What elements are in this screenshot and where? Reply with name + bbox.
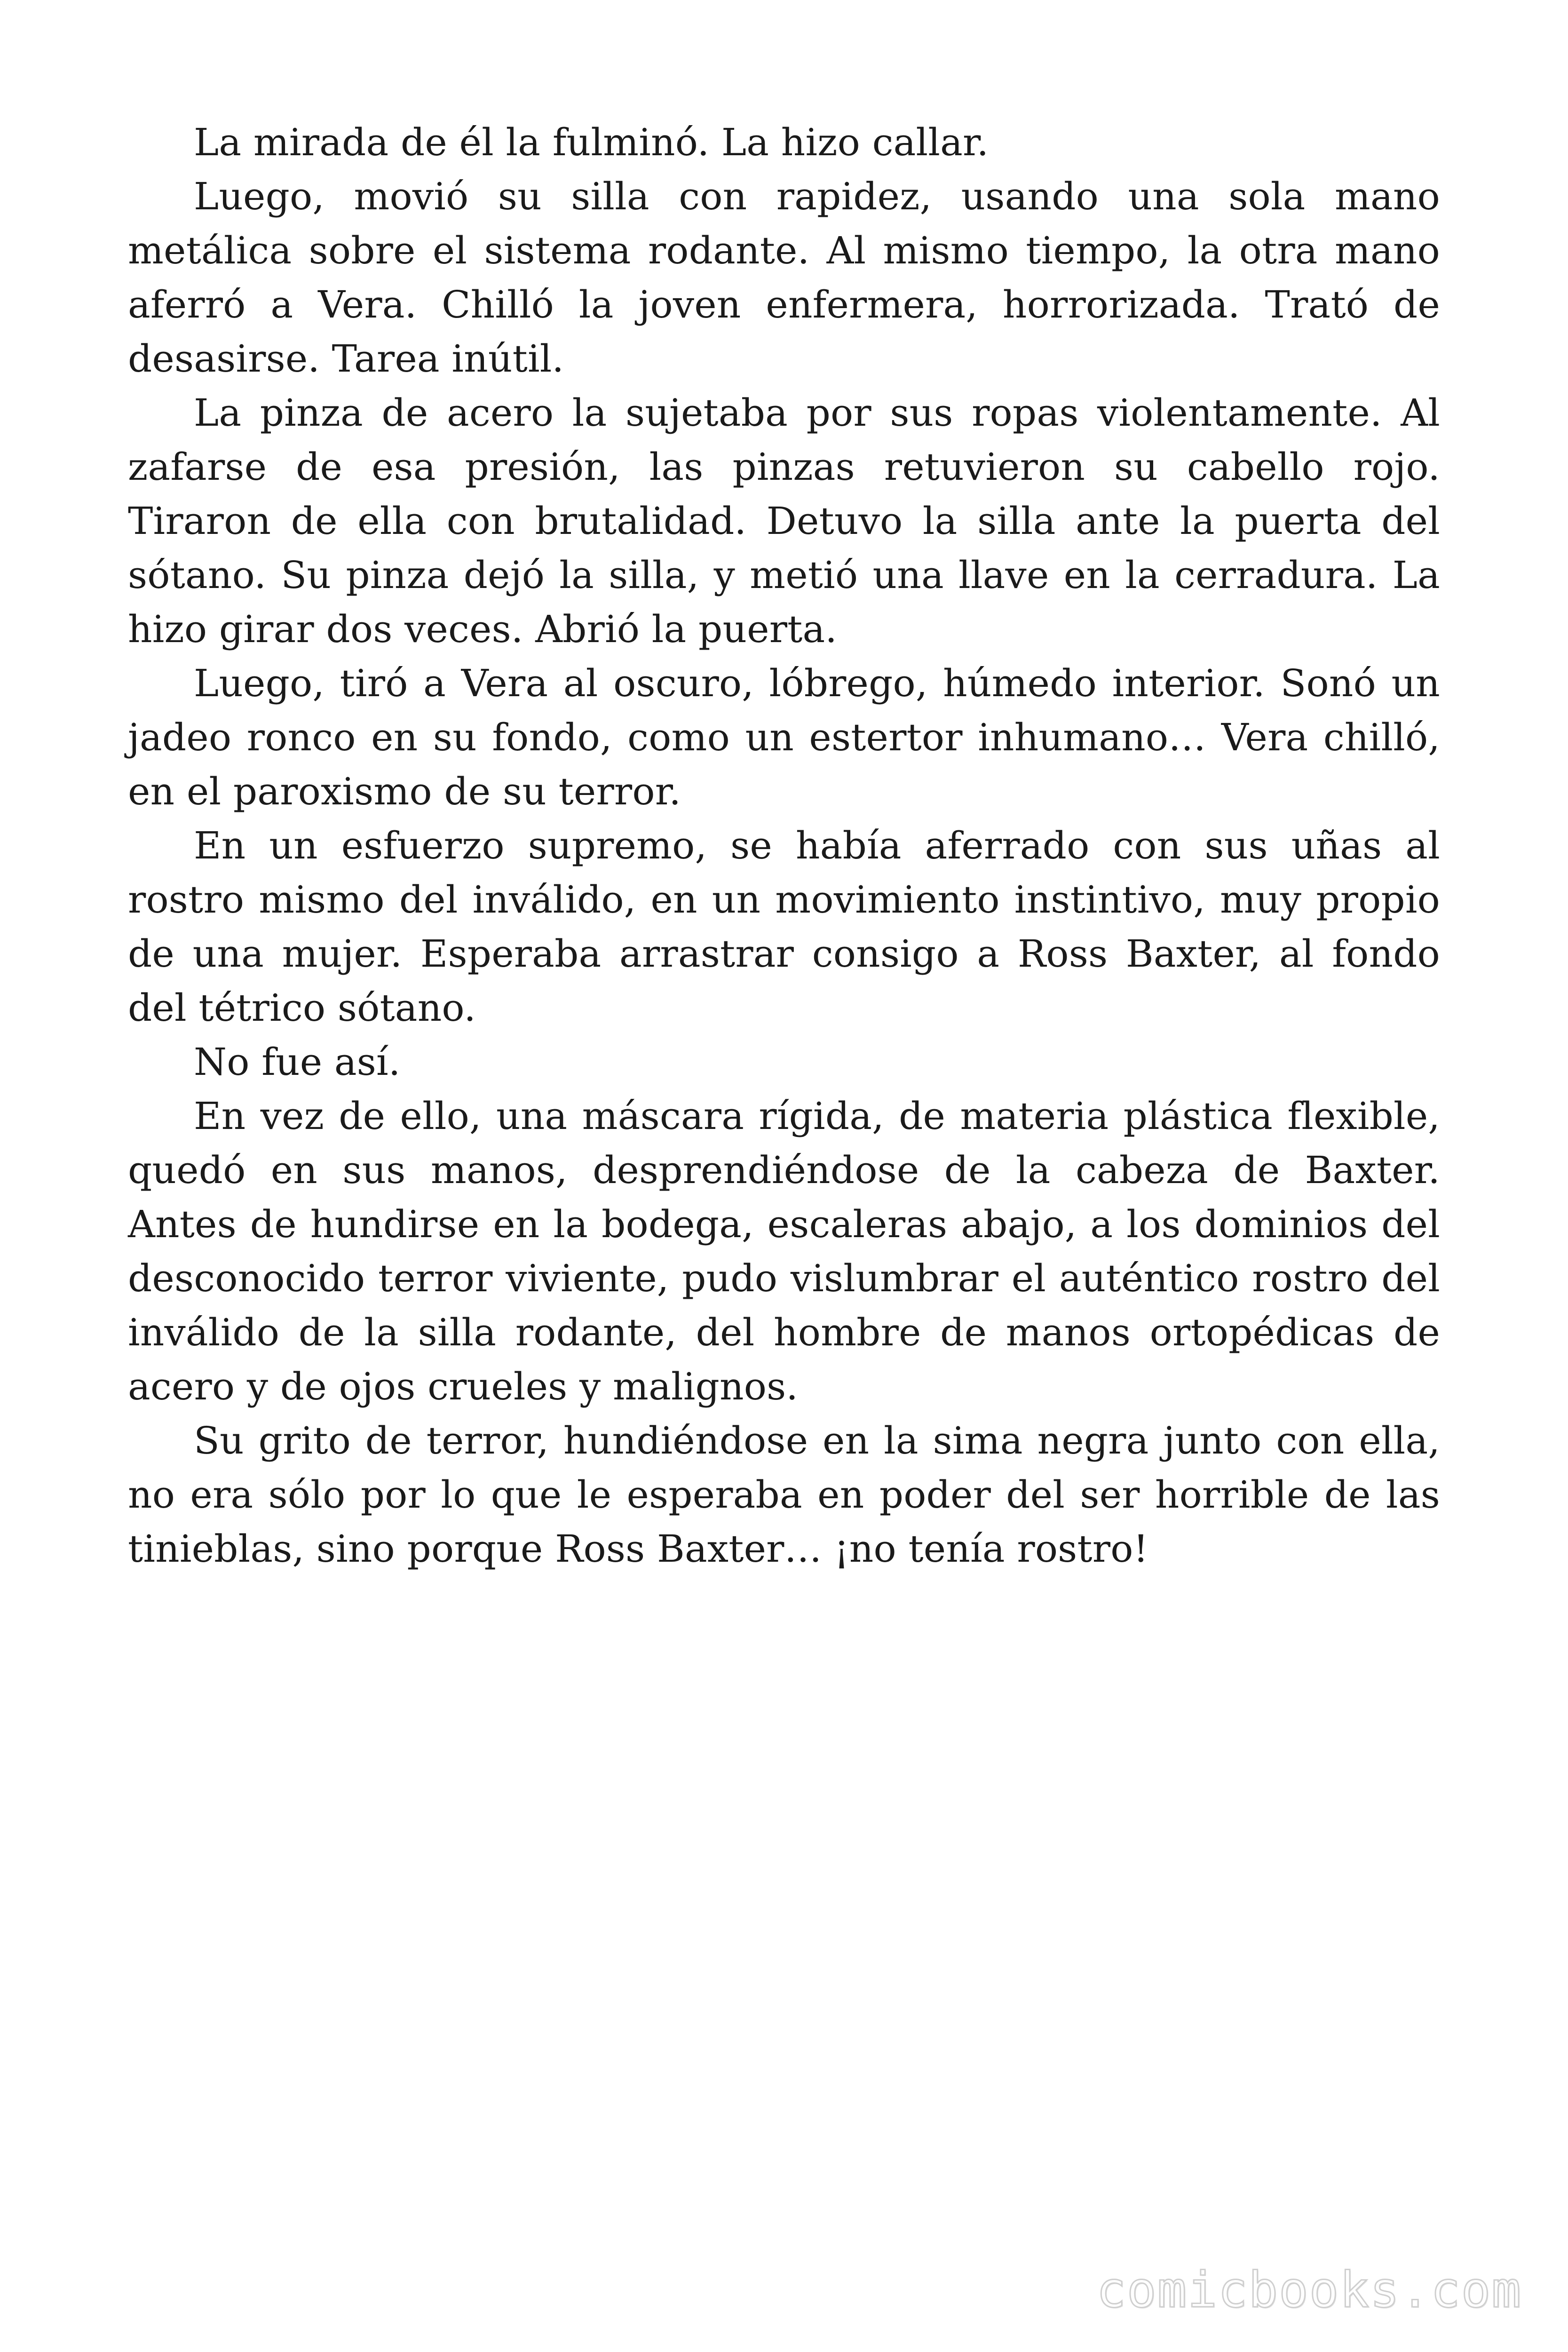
paragraph: Luego, tiró a Vera al oscuro, lóbrego, húmedo interior. Sonó un jadeo ronco en su fondo, como un estertor inhumano… Vera chilló, en el paroxismo de su terror. bbox=[128, 661, 1440, 813]
watermark: comicbooks.com bbox=[1096, 2261, 1522, 2319]
paragraph: No fue así. bbox=[194, 1040, 401, 1084]
paragraph: Su grito de terror, hundiéndose en la sima negra junto con ella, no era sólo por lo que le esperaba en poder del ser horrible de las tinieblas, sino porque Ross Baxter… ¡no tenía rostro! bbox=[128, 1419, 1440, 1571]
paragraph: La pinza de acero la sujetaba por sus ropas violentamente. Al zafarse de esa presión, las pinzas retuvieron su cabello rojo. Tiraron de ella con brutalidad. Detuvo la silla ante la puerta del sótano. Su pinza dejó la silla, y metió una llave en la cerradura. La hizo girar dos veces. Abrió la puerta. bbox=[128, 391, 1440, 651]
paragraph: En vez de ello, una máscara rígida, de materia plástica flexible, quedó en sus manos, desprendiéndose de la cabeza de Baxter. Antes de hundirse en la bodega, escaleras abajo, a los dominios del desconocido terror viviente, pudo vislumbrar el auténtico rostro del inválido de la silla rodante, del hombre de manos ortopédicas de acero y de ojos crueles y malignos. bbox=[128, 1094, 1440, 1408]
paragraph: La mirada de él la fulminó. La hizo callar. bbox=[194, 120, 989, 164]
paragraph: Luego, movió su silla con rapidez, usando una sola mano metálica sobre el sistema rodante. Al mismo tiempo, la otra mano aferró a Vera. Chilló la joven enfermera, horrorizada. Trató de desasirse. Tarea inútil. bbox=[128, 175, 1440, 381]
paragraph: En un esfuerzo supremo, se había aferrado con sus uñas al rostro mismo del inválido, en un movimiento instintivo, muy propio de una mujer. Esperaba arrastrar consigo a Ross Baxter, al fondo del tétrico sótano. bbox=[128, 824, 1440, 1030]
page-body bbox=[128, 115, 1440, 1576]
